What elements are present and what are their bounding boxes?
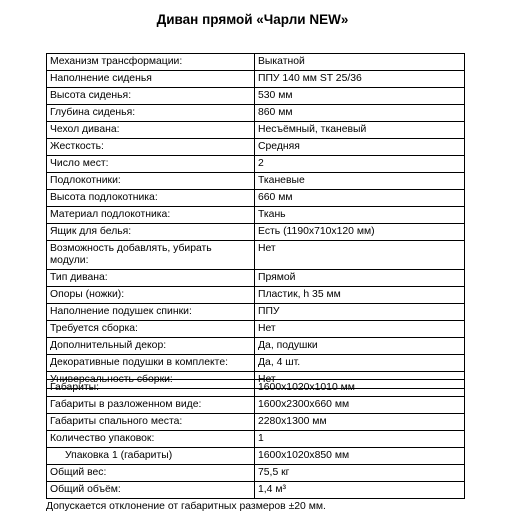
dimension-label: Упаковка 1 (габариты): [47, 448, 255, 465]
spec-label: Декоративные подушки в комплекте:: [47, 355, 255, 372]
spec-label: Механизм трансформации:: [47, 54, 255, 71]
table-row: [47, 482, 465, 499]
table-row: [47, 190, 465, 207]
dimension-value: 1,4 м³: [255, 482, 465, 499]
dimension-label: Габариты:: [47, 380, 255, 397]
table-row: [47, 270, 465, 287]
dimension-value: 2280x1300 мм: [255, 414, 465, 431]
spec-value: ППУ 140 мм ST 25/36: [255, 71, 465, 88]
spec-value: Тканевые: [255, 173, 465, 190]
spec-value: Ткань: [255, 207, 465, 224]
dimension-label: Количество упаковок:: [47, 431, 255, 448]
spec-label: Высота сиденья:: [47, 88, 255, 105]
table-row: [47, 71, 465, 88]
table-row: [47, 431, 465, 448]
table-row: [47, 380, 465, 397]
spec-value: 860 мм: [255, 105, 465, 122]
table-row: [47, 287, 465, 304]
dimension-value: 1600x2300x660 мм: [255, 397, 465, 414]
specifications-table: [46, 53, 465, 389]
spec-label: Дополнительный декор:: [47, 338, 255, 355]
table-row: [47, 122, 465, 139]
dimensions-table: [46, 379, 465, 499]
spec-value: 660 мм: [255, 190, 465, 207]
spec-label: Высота подлокотника:: [47, 190, 255, 207]
table-row: [47, 397, 465, 414]
table-row: [47, 88, 465, 105]
dimension-label: Общий вес:: [47, 465, 255, 482]
spec-label: Ящик для белья:: [47, 224, 255, 241]
spec-value: 530 мм: [255, 88, 465, 105]
table-row: [47, 321, 465, 338]
dimension-label: Габариты спального места:: [47, 414, 255, 431]
table-row: [47, 139, 465, 156]
spec-value: Средняя: [255, 139, 465, 156]
dimension-label: Общий объём:: [47, 482, 255, 499]
spec-label: Подлокотники:: [47, 173, 255, 190]
spec-label: Число мест:: [47, 156, 255, 173]
spec-label: Чехол дивана:: [47, 122, 255, 139]
table-row: [47, 304, 465, 321]
dimension-value: 1600x1020x850 мм: [255, 448, 465, 465]
table-row: [47, 105, 465, 122]
page-title: Диван прямой «Чарли NEW»: [156, 12, 349, 27]
table-row: [47, 338, 465, 355]
table-row: [47, 224, 465, 241]
table-row: [47, 241, 465, 270]
spec-label: Тип дивана:: [47, 270, 255, 287]
table-row: [47, 414, 465, 431]
table-row: [47, 355, 465, 372]
spec-value: Выкатной: [255, 54, 465, 71]
spec-label: Требуется сборка:: [47, 321, 255, 338]
spec-value: Нет: [255, 372, 465, 389]
table-row: [47, 207, 465, 224]
spec-label: Глубина сиденья:: [47, 105, 255, 122]
spec-label: Возможность добавлять, убирать модули:: [47, 241, 255, 270]
table-row: [47, 465, 465, 482]
spec-value: Есть (1190x710x120 мм): [255, 224, 465, 241]
spec-value: Пластик, h 35 мм: [255, 287, 465, 304]
tolerance-note: Допускается отклонение от габаритных размеров ±20 мм.: [46, 501, 326, 512]
spec-label: Жесткость:: [47, 139, 255, 156]
spec-value: Нет: [255, 241, 465, 270]
spec-label: Наполнение подушек спинки:: [47, 304, 255, 321]
spec-label: Наполнение сиденья: [47, 71, 255, 88]
spec-label: Опоры (ножки):: [47, 287, 255, 304]
dimension-value: 1: [255, 431, 465, 448]
dimension-value: 1600x1020x1010 мм: [255, 380, 465, 397]
spec-value: ППУ: [255, 304, 465, 321]
table-row: [47, 173, 465, 190]
spec-value: Да, 4 шт.: [255, 355, 465, 372]
table-row: [47, 54, 465, 71]
spec-value: 2: [255, 156, 465, 173]
spec-value: Несъёмный, тканевый: [255, 122, 465, 139]
spec-value: Да, подушки: [255, 338, 465, 355]
dimension-value: 75,5 кг: [255, 465, 465, 482]
spec-value: Нет: [255, 321, 465, 338]
spec-value: Прямой: [255, 270, 465, 287]
table-row: [47, 156, 465, 173]
table-row: [47, 448, 465, 465]
dimension-label: Габариты в разложенном виде:: [47, 397, 255, 414]
spec-label: Материал подлокотника:: [47, 207, 255, 224]
spec-label: Универсальность сборки:: [47, 372, 255, 389]
